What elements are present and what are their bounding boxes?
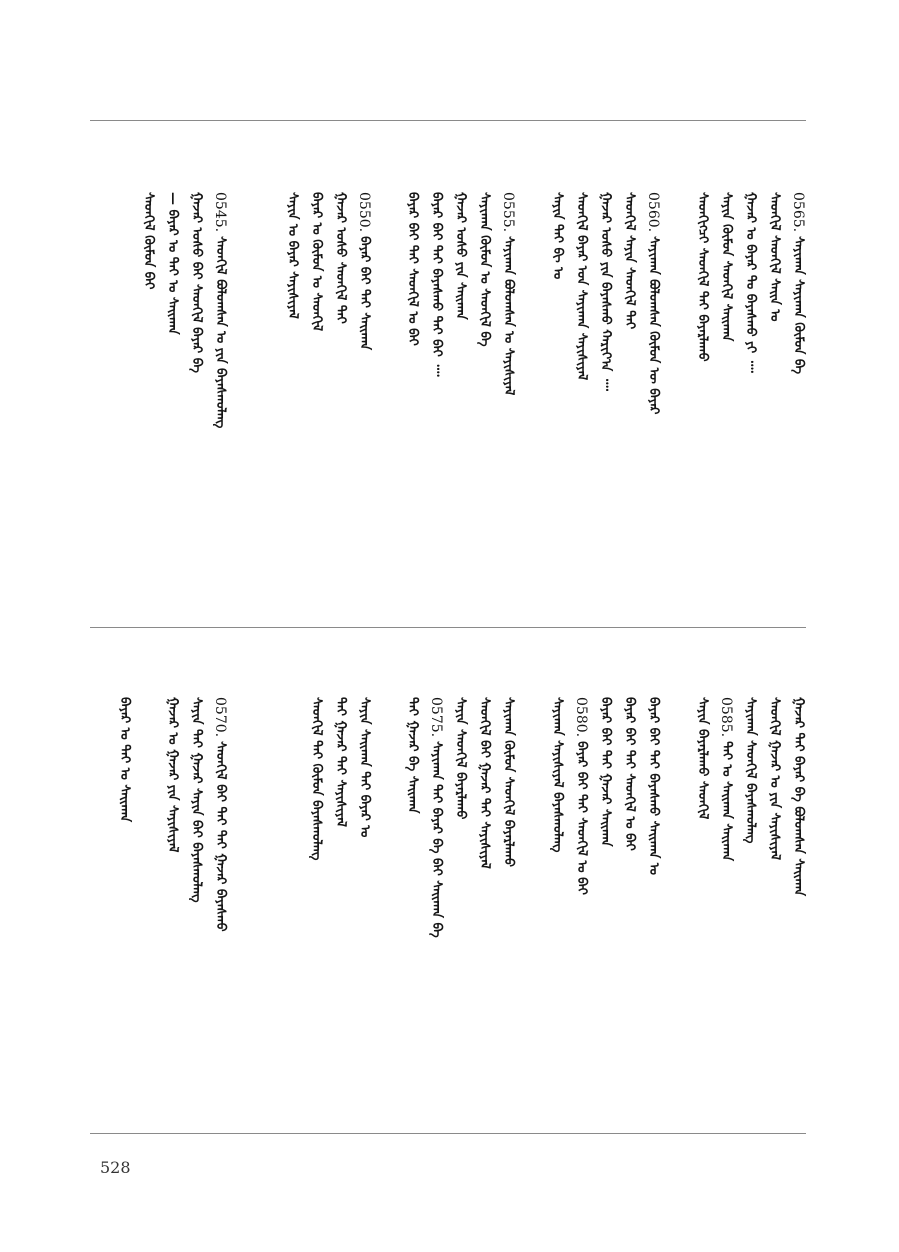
text-column <box>404 697 420 813</box>
text-column <box>308 192 324 331</box>
verse-line: ᠭᠠᠵᠠᠷ ᠤ ᠭᠠᠵᠠᠷ ᠶᠢᠨ ᠰᠠᠶᠢᠰᠢᠶᠠᠯ <box>165 697 180 853</box>
text-column <box>404 192 420 346</box>
verse-line: ᠰᠡᠳᠬᠢᠯ ᠰᠠᠶᠢᠨ ᠰᠡᠳᠬᠢᠯ ᠲᠠᠢ <box>622 192 637 330</box>
text-column <box>284 192 300 319</box>
text-column <box>164 697 180 853</box>
verse-line: ᠰᠠᠶᠢᠨ ᠰᠡᠳᠬᠢᠯ ᠪᠠᠶᠠᠷᠯᠠᠬᠤ <box>453 697 468 820</box>
verse-line: ᠰᠡᠳᠬᠢᠭᠴᠢ ᠰᠡᠳᠬᠢᠯ ᠲᠠᠢ ᠪᠠᠶᠠᠷᠯᠠᠬᠤ <box>695 192 710 362</box>
verse-line: ᠪᠠᠶᠠᠷ ᠪᠠᠢ ᠲᠠᠢ ᠰᠡᠳᠬᠢᠯ ᠤ ᠪᠠᠢ <box>574 741 589 895</box>
text-column <box>188 697 204 903</box>
verse-line: ᠪᠠᠶᠠᠷ ᠪᠠᠢ ᠲᠠᠢ ᠪᠠᠶᠠᠰᠬᠤ ᠰᠠᠢᠬᠠᠨ ᠤ <box>646 697 661 875</box>
text-column <box>332 697 348 827</box>
text-column <box>428 697 444 938</box>
text-column <box>212 192 228 428</box>
verse-line: ᠰᠠᠶᠢᠬᠠᠨ ᠪᠣᠯᠤᠭᠰᠠᠨ ᠬᠦᠮᠦᠨ ᠦ ᠪᠠᠶᠠᠷ <box>646 236 661 415</box>
verse-line: ᠪᠠᠶᠠᠷ ᠪᠠᠢ ᠲᠠᠢ ᠪᠠᠶᠠᠰᠬᠤ ᠲᠠᠢ ᠪᠠᠢ ᠁ <box>429 192 444 377</box>
text-column <box>500 192 516 395</box>
verse-line: ᠪᠠᠶᠠᠷ ᠪᠠᠢ ᠲᠠᠢ ᠰᠠᠢᠬᠠᠨ <box>357 236 372 351</box>
verse-line: ᠰᠡᠳᠬᠢᠯ ᠰᠡᠳᠬᠢᠯ ᠰᠠᠢᠨ ᠤ <box>767 192 782 322</box>
verse-line: ᠰᠠᠶᠢᠬᠠᠨ ᠰᠡᠳᠬᠢᠯ ᠪᠠᠶᠠᠰᠬᠤᠯᠠᠩ <box>743 697 758 844</box>
text-column <box>428 192 444 377</box>
page-number: 528 <box>100 1158 131 1177</box>
text-column <box>549 192 565 279</box>
text-column <box>694 192 710 362</box>
verse-line: ᠪᠠᠶᠠᠷ ᠤ ᠲᠠᠢ ᠤ ᠰᠠᠢᠬᠠᠨ <box>117 697 132 823</box>
verse-line: ᠰᠡᠳᠬᠢᠯ ᠪᠠᠢ ᠭᠠᠵᠠᠷ ᠲᠠᠢ ᠰᠠᠶᠢᠰᠢᠶᠠᠯ <box>477 697 492 869</box>
verse-line: ᠰᠠᠶᠢᠨ ᠲᠠᠢ ᠭᠠᠵᠠᠷ ᠰᠠᠶᠢᠨ ᠪᠠᠢ ᠪᠠᠶᠠᠰᠬᠤᠯᠠᠩ <box>189 697 204 903</box>
verse-line: ᠲᠠᠢ ᠭᠠᠵᠠᠷ ᠪᠡ ᠰᠠᠢᠬᠠᠨ <box>405 697 420 814</box>
entry-number: 0570. <box>212 697 228 738</box>
text-column <box>742 697 758 844</box>
text-column <box>452 697 468 819</box>
text-column <box>790 697 806 896</box>
verse-line: ᠰᠠᠶᠢᠬᠠᠨ ᠬᠦᠮᠦᠨ ᠤ ᠰᠡᠳᠬᠢᠯ ᠪᠡ <box>477 192 492 347</box>
verse-line: ᠰᠠᠶᠢᠨ ᠲᠠᠢ ᠪᠢ ᠤ <box>550 192 565 280</box>
top-rule <box>90 120 806 121</box>
entry-number: 0555. <box>500 192 516 233</box>
text-column <box>188 192 204 373</box>
text-column <box>308 697 324 860</box>
entry-number: 0560. <box>645 192 661 233</box>
text-column <box>597 697 613 847</box>
text-column <box>332 192 348 324</box>
text-column <box>549 697 565 852</box>
text-column <box>621 697 637 851</box>
verse-line: ᠲᠠᠢ ᠭᠠᠵᠠᠷ ᠲᠠᠢ ᠰᠠᠶᠢᠰᠢᠶᠠᠯ <box>333 697 348 827</box>
verse-line: ᠰᠠᠶᠢᠬᠠᠨ ᠰᠠᠶᠢᠰᠢᠶᠠᠯ ᠪᠠᠶᠠᠰᠬᠤᠯᠠᠩ <box>550 697 565 853</box>
text-column <box>452 192 468 320</box>
text-column <box>500 697 516 867</box>
verse-line: ᠰᠡᠳᠬᠢᠯ ᠬᠦᠮᠦᠨ ᠪᠠᠢ <box>141 192 156 290</box>
entry-number: 0580. <box>573 697 589 738</box>
text-column <box>645 697 661 875</box>
verse-line: ᠰᠠᠶᠢᠨ ᠤ ᠪᠠᠶᠠᠷ ᠰᠠᠶᠢᠰᠢᠶᠠᠯ <box>285 192 300 319</box>
text-column <box>766 192 782 321</box>
verse-line: ᠰᠡᠳᠬᠢᠯ ᠪᠠᠢ ᠲᠠᠢ ᠲᠠᠢ ᠭᠠᠵᠠᠷ ᠪᠠᠶᠠᠰᠬᠤ <box>213 741 228 932</box>
verse-line: ᠪᠠᠶᠠᠷ ᠤ ᠬᠦᠮᠦᠨ ᠤ ᠰᠡᠳᠬᠢᠯ <box>309 192 324 332</box>
entry-number: 0565. <box>790 192 806 233</box>
text-column <box>597 192 613 391</box>
verse-line: ᠰᠠᠶᠢᠨ ᠬᠦᠮᠦᠨ ᠰᠡᠳᠬᠢᠯ ᠰᠠᠢᠬᠠᠨ <box>719 192 734 342</box>
text-column <box>766 697 782 860</box>
entry-number: 0585. <box>718 697 734 738</box>
bottom-rule <box>90 1133 806 1134</box>
verse-line: ᠰᠡᠳᠬᠢᠯ ᠪᠠᠶᠠᠷ ᠤᠨ ᠰᠠᠶᠢᠬᠠᠨ ᠰᠠᠶᠢᠰᠢᠶᠠᠯ <box>574 192 589 381</box>
text-column <box>356 697 372 837</box>
text-column <box>573 697 589 895</box>
text-column <box>476 192 492 347</box>
text-column <box>164 192 180 335</box>
entry-number: 0550. <box>356 192 372 233</box>
text-column <box>212 697 228 932</box>
middle-rule <box>90 627 806 628</box>
verse-line: ᠭᠠᠵᠠᠷ ᠤ ᠪᠠᠶᠠᠷ ᠲᠤ ᠪᠠᠶᠠᠰᠬᠤ ᠶᠢ ᠁ <box>743 192 758 373</box>
text-column <box>742 192 758 373</box>
text-column <box>694 697 710 819</box>
text-column <box>573 192 589 380</box>
verse-line: — ᠪᠠᠶᠠᠷ ᠤ ᠲᠠᠢ ᠤ ᠰᠠᠢᠬᠠᠨ <box>165 192 180 335</box>
verse-line: ᠭᠠᠵᠠᠷ ᠤᠰᠤ ᠶᠢᠨ ᠰᠠᠢᠬᠠᠨ <box>453 192 468 320</box>
verse-line: ᠰᠠᠶᠢᠨ ᠪᠠᠶᠠᠷᠯᠠᠬᠤ ᠰᠡᠳᠬᠢᠯ <box>695 697 710 820</box>
verse-line: ᠪᠠᠶᠠᠷ ᠪᠠᠢ ᠲᠠᠢ ᠰᠡᠳᠬᠢᠯ ᠤ ᠪᠠᠢ <box>622 697 637 851</box>
verse-line: ᠰᠠᠶᠢᠨ ᠰᠠᠢᠬᠠᠨ ᠲᠠᠢ ᠪᠠᠶᠠᠷ ᠤ <box>357 697 372 838</box>
verse-line: ᠰᠠᠶᠢᠬᠠᠨ ᠲᠠᠢ ᠪᠠᠶᠠᠷ ᠪᠡ ᠪᠠᠢ ᠰᠠᠢᠬᠠᠨ ᠪᠡ <box>429 741 444 938</box>
entry-number: 0575. <box>428 697 444 738</box>
text-column <box>645 192 661 414</box>
verse-line: ᠰᠡᠳᠬᠢᠯ ᠪᠣᠯᠤᠭᠰᠠᠨ ᠤ ᠶᠢᠨ ᠪᠠᠶᠠᠰᠬᠤᠯᠠᠩ <box>213 236 228 429</box>
entry-number: 0545. <box>212 192 228 233</box>
verse-line: ᠪᠠᠶᠠᠷ ᠪᠠᠢ ᠲᠠᠢ ᠭᠠᠵᠠᠷ ᠰᠠᠢᠬᠠᠨ <box>598 697 613 847</box>
text-column <box>621 192 637 329</box>
text-column <box>790 192 806 374</box>
text-column <box>718 192 734 341</box>
verse-line: ᠰᠠᠶᠢᠬᠠᠨ ᠪᠣᠯᠤᠭᠰᠠᠨ ᠤ ᠰᠠᠶᠢᠰᠢᠶᠠᠯ <box>501 236 516 396</box>
text-column <box>356 192 372 350</box>
verse-line: ᠰᠠᠶᠢᠬᠠᠨ ᠰᠠᠶᠢᠬᠠᠨ ᠬᠦᠮᠦᠨ ᠪᠡ <box>791 236 806 375</box>
verse-line: ᠭᠠᠵᠠᠷ ᠲᠠᠢ ᠪᠠᠶᠠᠷ ᠪᠡ ᠪᠣᠯᠤᠭᠰᠠᠨ ᠰᠠᠢᠬᠠᠨ <box>791 697 806 897</box>
verse-line: ᠰᠡᠳᠬᠢᠯ ᠲᠠᠢ ᠬᠦᠮᠦᠨ ᠪᠠᠶᠠᠰᠬᠤᠯᠠᠩ <box>309 697 324 861</box>
verse-line: ᠭᠠᠵᠠᠷ ᠤᠰᠤ ᠰᠡᠳᠬᠢᠯ ᠲᠠᠢ <box>333 192 348 324</box>
verse-line: ᠭᠠᠵᠠᠷ ᠤᠰᠤ ᠶᠢᠨ ᠪᠠᠶᠠᠰᠬᠤ ᠬᠠᠷᠢᠶ᠎ᠠ ᠁ <box>598 192 613 391</box>
verse-line: ᠰᠡᠳᠬᠢᠯ ᠭᠠᠵᠠᠷ ᠤ ᠶᠢᠨ ᠰᠠᠶᠢᠰᠢᠶᠠᠯ <box>767 697 782 861</box>
text-column <box>116 697 132 822</box>
text-column <box>718 697 734 861</box>
verse-line: ᠰᠠᠶᠢᠬᠠᠨ ᠬᠦᠮᠦᠨ ᠰᠡᠳᠬᠢᠯ ᠪᠠᠶᠠᠷᠯᠠᠬᠤ <box>501 697 516 868</box>
text-column <box>140 192 156 289</box>
text-column <box>476 697 492 869</box>
verse-line: ᠪᠠᠶᠠᠷ ᠪᠠᠢ ᠲᠠᠢ ᠰᠡᠳᠬᠢᠯ ᠤ ᠪᠠᠢ <box>405 192 420 346</box>
verse-line: ᠭᠠᠵᠠᠷ ᠤᠰᠤ ᠪᠠᠢ ᠰᠡᠳᠬᠢᠯ ᠪᠠᠶᠠᠷ ᠪᠡ <box>189 192 204 373</box>
verse-line: ᠲᠠᠢ ᠤ ᠰᠠᠢᠬᠠᠨ ᠰᠠᠢᠬᠠᠨ <box>719 741 734 862</box>
